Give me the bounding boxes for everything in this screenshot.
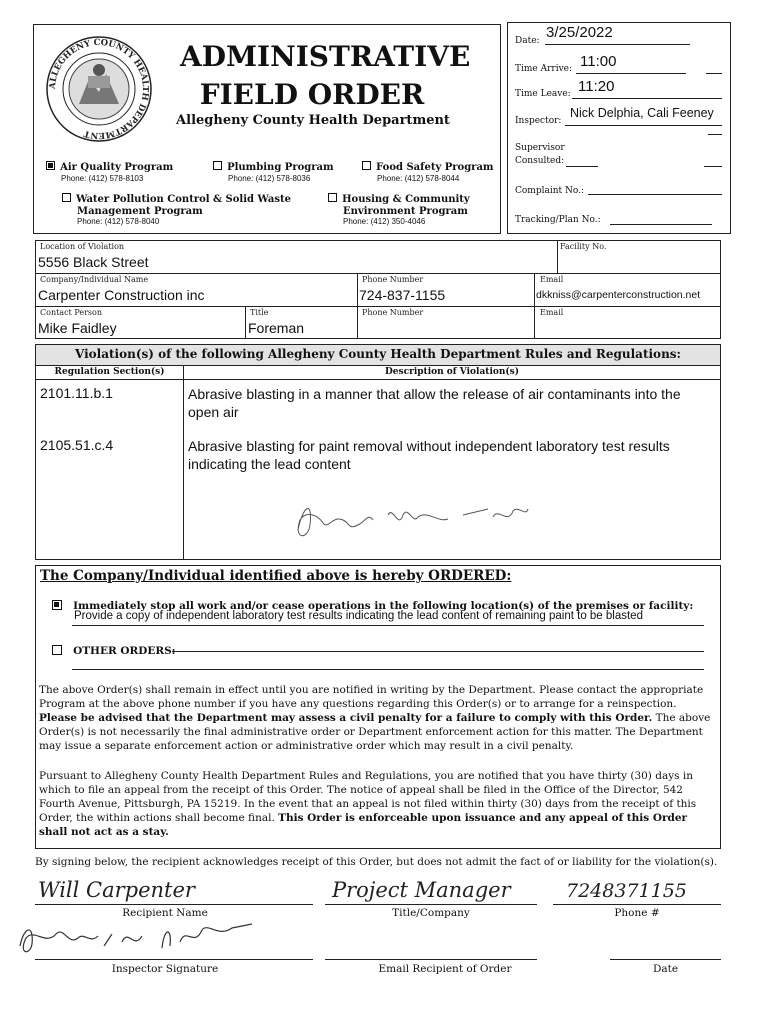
other-orders-checkbox[interactable] bbox=[52, 645, 62, 655]
orders-paragraph-1: The above Order(s) shall remain in effect until you are notified in writing by the Department. Please contact the appropriate Program at the above phone number if you have any questions regarding this Order(s) or to arrange for a reinspection. Please be advised that the Department may assess a civil penalty for a failure to comply with this Order. The above Order(s) is not necessarily the final administrative order or Department enforcement action for this matter. The Department may issue a separate enforcement action or administrative order which may result in a civil penalty. bbox=[39, 684, 711, 752]
stop-work-checkbox[interactable] bbox=[52, 600, 62, 610]
title-label: Title bbox=[250, 308, 269, 317]
phone2-label: Phone Number bbox=[362, 308, 424, 317]
date-label: Date: bbox=[515, 36, 540, 46]
email-value: dkkniss@carpenterconstruction.net bbox=[536, 289, 701, 301]
violation-1-description: Abrasive blasting in a manner that allow the release of air contaminants into the open air bbox=[188, 386, 681, 420]
company-label: Company/Individual Name bbox=[40, 275, 149, 284]
meta-box bbox=[507, 22, 731, 234]
phone-value: 724-837-1155 bbox=[359, 287, 446, 303]
supervisor-label-2: Consulted: bbox=[515, 156, 565, 166]
supervisor-label-1: Supervisor bbox=[515, 143, 565, 153]
col-regulation-section: Regulation Section(s) bbox=[54, 367, 165, 377]
title-company-label: Title/Company bbox=[392, 907, 470, 919]
facility-label: Facility No. bbox=[560, 242, 607, 251]
inspector-value: Nick Delphia, Cali Feeney bbox=[570, 106, 714, 120]
violation-signature-scrawl bbox=[288, 495, 538, 545]
email2-label: Email bbox=[540, 308, 564, 317]
air-quality-checkbox[interactable] bbox=[46, 161, 55, 170]
water-pollution-checkbox[interactable] bbox=[62, 193, 71, 202]
other-orders-label: OTHER ORDERS: bbox=[73, 645, 176, 657]
title-company-handwritten: Project Manager bbox=[332, 878, 511, 902]
time-leave-value: 11:20 bbox=[578, 78, 615, 95]
phone-label: Phone Number bbox=[362, 275, 424, 284]
col-description: Description of Violation(s) bbox=[385, 367, 519, 377]
violation-1-section: 2101.11.b.1 bbox=[40, 385, 113, 401]
violations-heading: Violation(s) of the following Allegheny County Health Department Rules and Regulations: bbox=[75, 347, 681, 361]
phone-handwritten: 7248371155 bbox=[566, 880, 687, 902]
program-housing[interactable]: Housing & Community Environment Program Phone: (412) 350-4046 bbox=[328, 187, 470, 227]
plumbing-checkbox[interactable] bbox=[213, 161, 222, 170]
program-water-pollution[interactable]: Water Pollution Control & Solid Waste Management Program Phone: (412) 578-8040 bbox=[62, 187, 291, 227]
orders-paragraph-2: Pursuant to Allegheny County Health Department Rules and Regulations, you are notified that you have thirty (30) days in which to file an appeal from the receipt of this Order. The notice of appeal shall be filed in the Office of the Director, 542 Fourth Avenue, Pittsburgh, PA 15219. In the event that an appeal is not filed within thirty (30) days from the receipt of this Order, the within actions shall become final. This Order is enforceable upon issuance and any appeal of this Order shall not act as a stay. bbox=[39, 770, 697, 838]
food-safety-checkbox[interactable] bbox=[362, 161, 371, 170]
violation-2-description: Abrasive blasting for paint removal without independent laboratory test results indicating the lead content bbox=[188, 438, 670, 472]
other-orders-option[interactable] bbox=[52, 639, 176, 658]
violation-2-section: 2105.51.c.4 bbox=[40, 437, 114, 453]
seal-icon bbox=[44, 34, 154, 144]
acknowledgement-text: By signing below, the recipient acknowledges receipt of this Order, but does not admit the fact of or liability for the violation(s). bbox=[35, 856, 718, 868]
tracking-label: Tracking/Plan No.: bbox=[515, 215, 601, 225]
contact-value: Mike Faidley bbox=[38, 320, 117, 336]
program-plumbing[interactable]: Plumbing Program Phone: (412) 578-8036 bbox=[213, 155, 334, 184]
location-label: Location of Violation bbox=[40, 242, 125, 251]
company-value: Carpenter Construction inc bbox=[38, 287, 205, 303]
email-label: Email bbox=[540, 275, 564, 284]
time-arrive-value: 11:00 bbox=[580, 53, 617, 70]
title-value: Foreman bbox=[248, 320, 305, 336]
time-arrive-label: Time Arrive: bbox=[515, 64, 573, 74]
time-leave-label: Time Leave: bbox=[515, 89, 571, 99]
inspector-label: Inspector: bbox=[515, 116, 562, 126]
form-title-line2: FIELD ORDER bbox=[199, 78, 425, 111]
housing-checkbox[interactable] bbox=[328, 193, 337, 202]
location-value: 5556 Black Street bbox=[38, 254, 149, 270]
contact-label: Contact Person bbox=[40, 308, 102, 317]
orders-heading: The Company/Individual identified above is hereby ORDERED: bbox=[40, 568, 512, 584]
inspector-signature-scrawl bbox=[12, 916, 262, 962]
phone-label: Phone # bbox=[614, 907, 660, 919]
email-recipient-label: Email Recipient of Order bbox=[378, 963, 512, 975]
recipient-name-handwritten: Will Carpenter bbox=[38, 878, 195, 902]
seal-text: ALLEGHENY COUNTY HEALTH DEPARTMENT bbox=[47, 37, 151, 141]
department-name: Allegheny County Health Department bbox=[176, 113, 450, 128]
date-value: 3/25/2022 bbox=[546, 24, 613, 41]
date-sign-label: Date bbox=[652, 963, 679, 975]
complaint-label: Complaint No.: bbox=[515, 186, 585, 196]
stop-work-detail: Provide a copy of independent laboratory test results indicating the lead content of remaining paint to be blasted bbox=[74, 610, 643, 622]
inspector-signature-label: Inspector Signature bbox=[111, 963, 219, 975]
recipient-name-label: Recipient Name bbox=[122, 907, 208, 919]
program-air-quality[interactable]: Air Quality Program Phone: (412) 578-8103 bbox=[46, 155, 173, 184]
county-seal bbox=[44, 34, 154, 144]
stop-work-label: Immediately stop all work and/or cease operations in the following location(s) of the premises or facility: bbox=[73, 600, 694, 612]
program-food-safety[interactable]: Food Safety Program Phone: (412) 578-8044 bbox=[362, 155, 494, 184]
form-title-line1: ADMINISTRATIVE bbox=[180, 40, 471, 73]
